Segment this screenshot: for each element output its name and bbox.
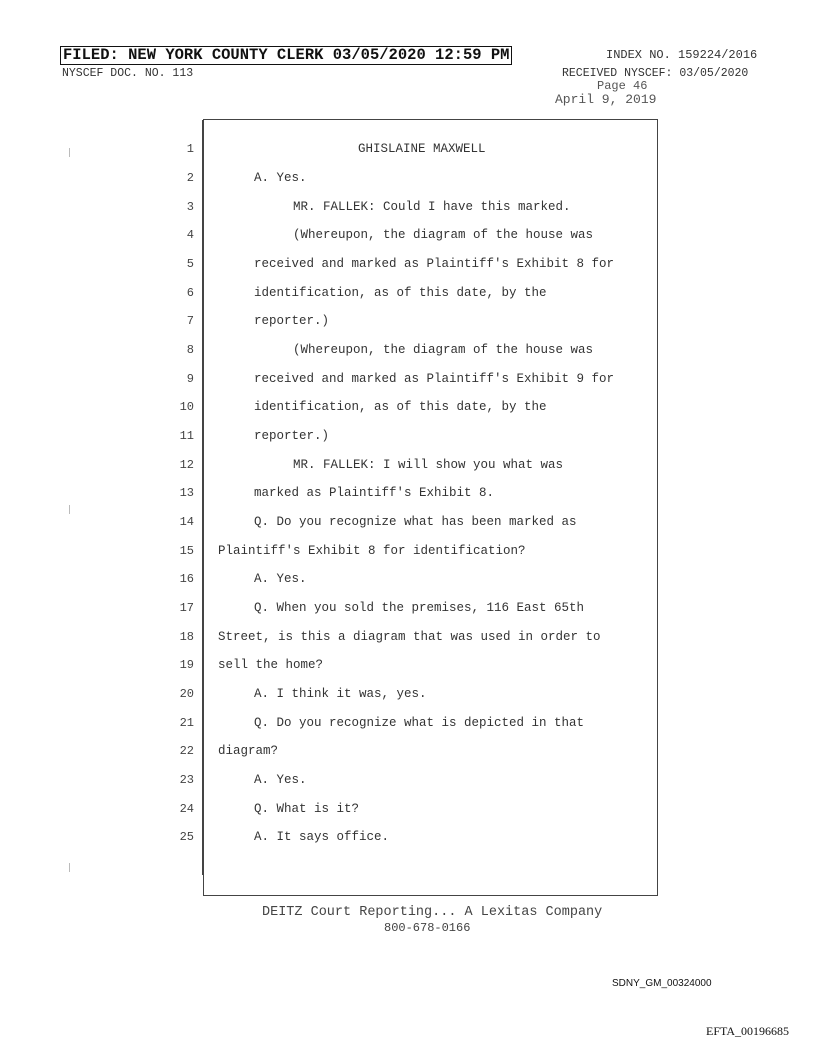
transcript-line: A. It says office. — [254, 830, 390, 844]
line-number: 3 — [186, 200, 194, 214]
line-number: 19 — [179, 658, 194, 672]
line-number: 13 — [179, 486, 194, 500]
index-number: INDEX NO. 159224/2016 — [606, 48, 758, 62]
sdny-bates-number: SDNY_GM_00324000 — [612, 978, 712, 989]
line-number: 24 — [179, 802, 194, 816]
transcript-line: (Whereupon, the diagram of the house was — [293, 343, 594, 357]
hole-punch-mark — [69, 148, 70, 157]
transcript-line: sell the home? — [218, 658, 324, 672]
line-number: 7 — [186, 314, 194, 328]
line-number: 5 — [186, 257, 194, 271]
line-number: 17 — [179, 601, 194, 615]
line-number: 20 — [179, 687, 194, 701]
transcript-line: MR. FALLEK: I will show you what was — [293, 458, 564, 472]
transcript-line: Q. What is it? — [254, 802, 360, 816]
line-number: 9 — [186, 372, 194, 386]
transcript-line: diagram? — [218, 744, 279, 758]
line-number: 25 — [179, 830, 194, 844]
transcript-line: reporter.) — [254, 314, 330, 328]
transcript-line: Plaintiff's Exhibit 8 for identification? — [218, 544, 526, 558]
transcript-line: MR. FALLEK: Could I have this marked. — [293, 200, 571, 214]
reporter-phone: 800-678-0166 — [384, 921, 471, 935]
transcript-line: A. Yes. — [254, 773, 307, 787]
line-number: 4 — [186, 228, 194, 242]
line-number: 16 — [179, 572, 194, 586]
line-number: 21 — [179, 716, 194, 730]
transcript-line: A. I think it was, yes. — [254, 687, 427, 701]
transcript-line: Q. Do you recognize what has been marked as — [254, 515, 577, 529]
transcript-line: Q. Do you recognize what is depicted in that — [254, 716, 585, 730]
received-date: RECEIVED NYSCEF: 03/05/2020 — [562, 67, 749, 80]
filed-stamp: FILED: NEW YORK COUNTY CLERK 03/05/2020 12:59 PM — [60, 46, 512, 65]
hole-punch-mark — [69, 863, 70, 872]
line-number-divider — [202, 120, 203, 875]
transcript-line: received and marked as Plaintiff's Exhibit 9 for — [254, 372, 615, 386]
transcript-line: (Whereupon, the diagram of the house was — [293, 228, 594, 242]
reporter-company: DEITZ Court Reporting... A Lexitas Company — [262, 905, 603, 920]
transcript-line: A. Yes. — [254, 171, 307, 185]
line-number: 22 — [179, 744, 194, 758]
transcript-line: Q. When you sold the premises, 116 East 65th — [254, 601, 585, 615]
line-number: 1 — [186, 142, 194, 156]
efta-bates-number: EFTA_00196685 — [706, 1024, 790, 1038]
line-number: 2 — [186, 171, 194, 185]
transcript-line: identification, as of this date, by the — [254, 286, 547, 300]
transcript-line: A. Yes. — [254, 572, 307, 586]
page-label: Page 46 — [597, 79, 648, 93]
line-number: 18 — [179, 630, 194, 644]
line-number: 14 — [179, 515, 194, 529]
transcript-line: marked as Plaintiff's Exhibit 8. — [254, 486, 495, 500]
line-number: 23 — [179, 773, 194, 787]
line-number: 12 — [179, 458, 194, 472]
line-number: 11 — [179, 429, 194, 443]
hole-punch-mark — [69, 505, 70, 514]
transcript-line: reporter.) — [254, 429, 330, 443]
line-number: 10 — [179, 400, 194, 414]
line-number: 8 — [186, 343, 194, 357]
line-number: 6 — [186, 286, 194, 300]
line-number: 15 — [179, 544, 194, 558]
deposition-date: April 9, 2019 — [555, 92, 657, 107]
transcript-line: GHISLAINE MAXWELL — [358, 142, 486, 156]
nyscef-doc-number: NYSCEF DOC. NO. 113 — [62, 67, 194, 80]
transcript-line: identification, as of this date, by the — [254, 400, 547, 414]
transcript-line: Street, is this a diagram that was used in order to — [218, 630, 601, 644]
transcript-line: received and marked as Plaintiff's Exhibit 8 for — [254, 257, 615, 271]
